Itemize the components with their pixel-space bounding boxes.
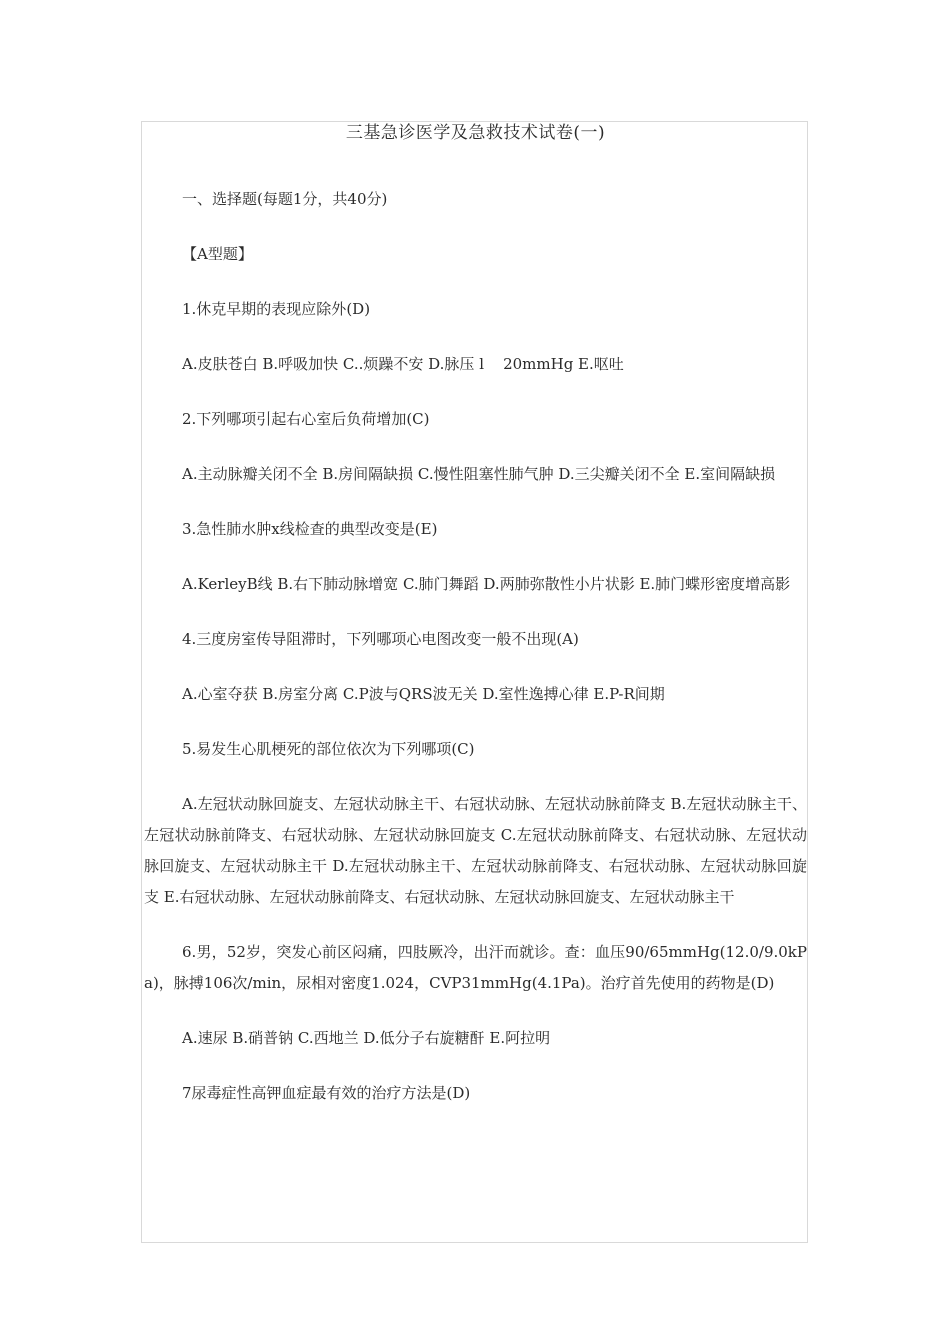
question-3: 3.急性肺水肿x线检查的典型改变是(E) [182, 520, 438, 538]
question-type-heading: 【A型题】 [182, 245, 253, 263]
question-3-options: A.KerleyB线 B.右下肺动脉增宽 C.肺门舞蹈 D.两肺弥散性小片状影 E.肺门蝶形密度增高影 [182, 575, 791, 593]
question-6: 6.男，52岁，突发心前区闷痛，四肢厥冷，出汗而就诊。查：血压90/65mmHg(12.0/9.0kPa)，脉搏106次/min，尿相对密度1.024，CVP31mmHg(4.1Pa)。治疗首先使用的药物是(D) [144, 943, 807, 992]
question-2: 2.下列哪项引起右心室后负荷增加(C) [182, 410, 430, 428]
question-1-options: A.皮肤苍白 B.呼吸加快 C..烦躁不安 D.脉压 l 20mmHg E.呕吐 [182, 355, 624, 373]
document-body [144, 121, 807, 1109]
question-5-options: A.左冠状动脉回旋支、左冠状动脉主干、右冠状动脉、左冠状动脉前降支 B.左冠状动脉主干、左冠状动脉前降支、右冠状动脉、左冠状动脉回旋支 C.左冠状动脉前降支、右冠状动脉、左冠状动脉回旋支、左冠状动脉主干 D.左冠状动脉主干、左冠状动脉前降支、右冠状动脉、左冠状动脉回旋支 E.右冠状动脉、左冠状动脉前降支、右冠状动脉、左冠状动脉回旋支、左冠状动脉主干 [144, 795, 807, 906]
question-1: 1.休克早期的表现应除外(D) [182, 300, 371, 318]
question-7: 7尿毒症性高钾血症最有效的治疗方法是(D) [182, 1084, 471, 1102]
question-2-options: A.主动脉瓣关闭不全 B.房间隔缺损 C.慢性阻塞性肺气肿 D.三尖瓣关闭不全 E.室间隔缺损 [182, 465, 776, 483]
question-4-options: A.心室夺获 B.房室分离 C.P波与QRS波无关 D.室性逸搏心律 E.P-R间期 [182, 685, 665, 703]
question-5: 5.易发生心肌梗死的部位依次为下列哪项(C) [182, 740, 475, 758]
section-heading: 一、选择题(每题1分，共40分) [182, 190, 388, 208]
page-title: 三基急诊医学及急救技术试卷(一) [345, 123, 606, 143]
question-4: 4.三度房室传导阻滞时，下列哪项心电图改变一般不出现(A) [182, 630, 579, 648]
question-6-options: A.速尿 B.硝普钠 C.西地兰 D.低分子右旋糖酐 E.阿拉明 [182, 1029, 551, 1047]
